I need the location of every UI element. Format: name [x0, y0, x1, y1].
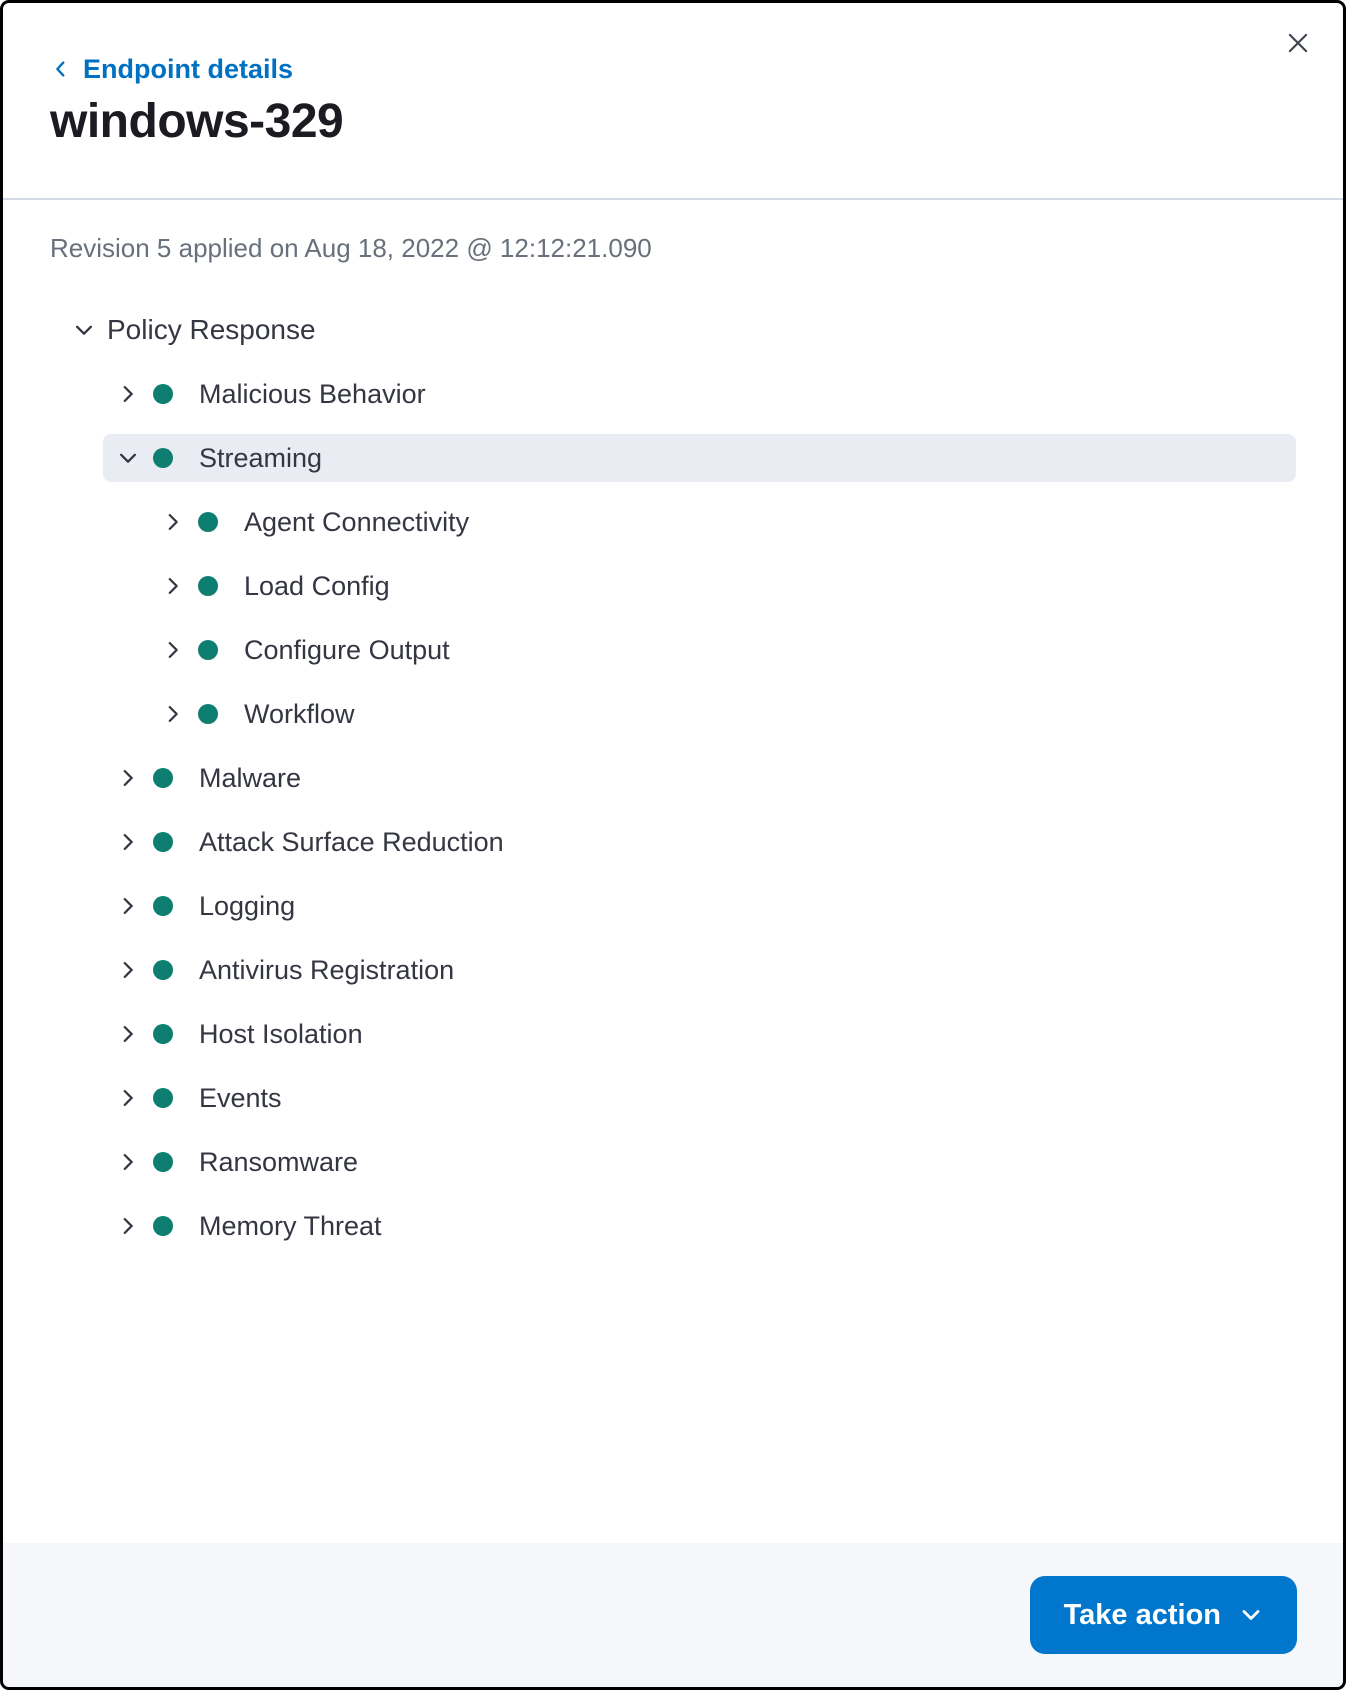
tree-item-attack-surface-reduction[interactable]	[103, 818, 1296, 866]
health-status-dot	[153, 1024, 173, 1044]
tree-item-workflow[interactable]	[103, 690, 1296, 738]
tree-item-label: Agent Connectivity	[244, 507, 470, 537]
tree-item-agent-connectivity[interactable]	[103, 498, 1296, 546]
chevron-right-icon	[161, 510, 185, 534]
chevron-right-icon	[116, 1022, 140, 1046]
health-status-dot	[153, 1216, 173, 1236]
tree-item-label: Antivirus Registration	[199, 955, 455, 985]
back-link-label: Endpoint details	[83, 54, 294, 84]
close-button[interactable]	[1275, 21, 1321, 67]
chevron-right-icon	[116, 1086, 140, 1110]
tree-item-label: Events	[199, 1083, 282, 1113]
chevron-down-icon	[1239, 1603, 1263, 1627]
chevron-down-icon	[116, 446, 140, 470]
chevron-right-icon	[116, 1150, 140, 1174]
chevron-right-icon	[116, 382, 140, 406]
tree-item-label: Workflow	[244, 699, 355, 729]
close-icon	[1283, 28, 1313, 61]
chevron-right-icon	[116, 830, 140, 854]
revision-text: Revision 5 applied on Aug 18, 2022 @ 12:12:21.090	[50, 233, 652, 263]
tree-item-label: Policy Response	[107, 314, 316, 345]
health-status-dot	[153, 832, 173, 852]
tree-item-events[interactable]	[103, 1074, 1296, 1122]
tree-item-label: Load Config	[244, 571, 390, 601]
tree-item-label: Malicious Behavior	[199, 379, 426, 409]
chevron-right-icon	[161, 702, 185, 726]
chevron-right-icon	[116, 894, 140, 918]
tree-item-load-config[interactable]	[103, 562, 1296, 610]
tree-item-label: Streaming	[199, 443, 323, 473]
tree-item-label: Memory Threat	[199, 1211, 382, 1241]
health-status-dot	[198, 576, 218, 596]
chevron-right-icon	[116, 1214, 140, 1238]
tree-item-policy-response[interactable]	[50, 306, 1296, 354]
tree-item-memory-threat[interactable]	[103, 1202, 1296, 1250]
tree-item-host-isolation[interactable]	[103, 1010, 1296, 1058]
tree-item-streaming[interactable]	[103, 434, 1296, 482]
tree-item-logging[interactable]	[103, 882, 1296, 930]
chevron-right-icon	[161, 574, 185, 598]
back-link[interactable]	[50, 53, 293, 85]
flyout-body	[3, 200, 1343, 1543]
page-title: windows-329	[50, 95, 344, 148]
health-status-dot	[153, 1152, 173, 1172]
health-status-dot	[198, 640, 218, 660]
health-status-dot	[153, 960, 173, 980]
tree-item-antivirus-registration[interactable]	[103, 946, 1296, 994]
chevron-right-icon	[161, 638, 185, 662]
tree-item-label: Malware	[199, 763, 302, 793]
flyout-footer	[3, 1543, 1343, 1687]
take-action-button[interactable]	[1030, 1576, 1297, 1654]
tree-item-label: Attack Surface Reduction	[199, 827, 504, 857]
tree-item-malware[interactable]	[103, 754, 1296, 802]
health-status-dot	[153, 448, 173, 468]
tree-item-malicious-behavior[interactable]	[103, 370, 1296, 418]
health-status-dot	[153, 1088, 173, 1108]
chevron-right-icon	[116, 766, 140, 790]
health-status-dot	[153, 768, 173, 788]
tree-item-configure-output[interactable]	[103, 626, 1296, 674]
take-action-label: Take action	[1063, 1598, 1221, 1631]
tree-item-label: Logging	[199, 891, 296, 921]
policy-tree	[50, 306, 1296, 1250]
tree-item-label: Host Isolation	[199, 1019, 363, 1049]
tree-item-label: Configure Output	[244, 635, 450, 665]
chevron-left-icon	[50, 58, 72, 80]
chevron-right-icon	[116, 958, 140, 982]
health-status-dot	[153, 896, 173, 916]
health-status-dot	[198, 512, 218, 532]
health-status-dot	[198, 704, 218, 724]
tree-item-label: Ransomware	[199, 1147, 359, 1177]
chevron-down-icon	[72, 318, 96, 342]
flyout-header	[3, 3, 1343, 200]
health-status-dot	[153, 384, 173, 404]
tree-item-ransomware[interactable]	[103, 1138, 1296, 1186]
